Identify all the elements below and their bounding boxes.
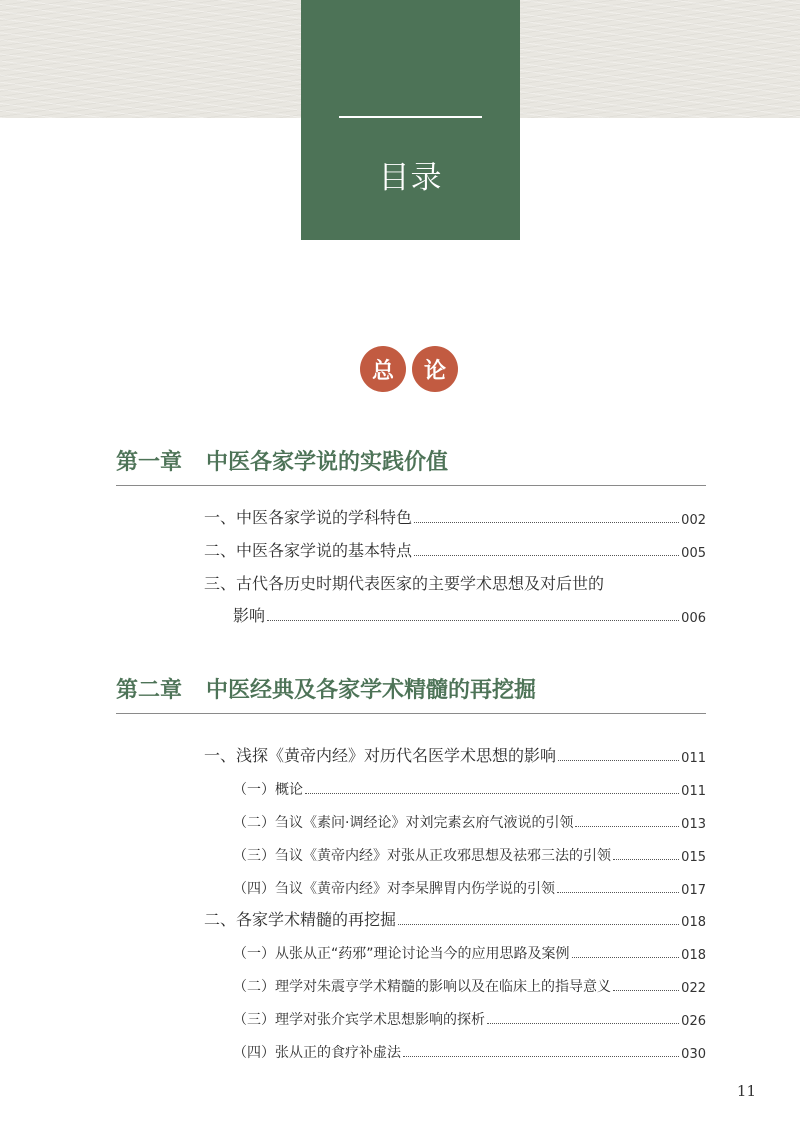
toc-entry-label: 三、古代各历史时期代表医家的主要学术思想及对后世的 [204, 574, 605, 593]
chapter-2 [116, 668, 706, 1062]
section-badge-1: 总 [360, 346, 406, 392]
chapter-1 [116, 440, 706, 626]
toc-entry[interactable] [233, 602, 706, 626]
chapter-heading [116, 668, 706, 714]
toc-entry-page: 015 [681, 850, 706, 865]
dot-leader [305, 793, 679, 794]
title-rule [339, 116, 482, 118]
dot-leader [414, 555, 679, 556]
toc-entry[interactable] [233, 972, 706, 996]
toc-entry-page: 018 [681, 948, 706, 963]
section-badge-2: 论 [412, 346, 458, 392]
dot-leader [267, 620, 679, 621]
toc-entry-label: （三）刍议《黄帝内经》对张从正攻邪思想及祛邪三法的引领 [233, 848, 611, 864]
dot-leader [398, 924, 679, 925]
page-title: 目录 [378, 160, 443, 196]
toc-entry-label: （二）刍议《素问·调经论》对刘完素玄府气液说的引领 [233, 815, 574, 831]
dot-leader [572, 957, 680, 958]
toc-entry-page: 002 [681, 513, 706, 528]
dot-leader [575, 826, 679, 827]
toc-entry[interactable] [233, 1005, 706, 1029]
toc-entry-label: 影响 [233, 606, 266, 625]
toc-entry[interactable] [204, 570, 706, 594]
toc-entry-page: 022 [681, 981, 706, 996]
toc-entry[interactable] [233, 808, 706, 832]
toc-entry-page: 013 [681, 817, 706, 832]
toc-entry[interactable] [204, 906, 706, 930]
toc-entry[interactable] [204, 504, 706, 528]
toc-entry-page: 017 [681, 883, 706, 898]
dot-leader [557, 892, 679, 893]
page-number: 11 [736, 1082, 756, 1100]
toc-entry-label: （一）概论 [233, 782, 303, 798]
toc-entry[interactable] [233, 775, 706, 799]
toc-entry-label: （二）理学对朱震亨学术精髓的影响以及在临床上的指导意义 [233, 979, 611, 995]
toc-entry[interactable] [233, 841, 706, 865]
toc-entry[interactable] [204, 537, 706, 561]
toc-entry[interactable] [233, 874, 706, 898]
toc-entry-label: 二、各家学术精髓的再挖掘 [204, 910, 397, 929]
toc-entry-label: （四）张从正的食疗补虚法 [233, 1045, 401, 1061]
toc-entry-label: 二、中医各家学说的基本特点 [204, 541, 413, 560]
chapter-heading [116, 440, 706, 486]
dot-leader [613, 859, 679, 860]
toc-entry-label: （三）理学对张介宾学术思想影响的探析 [233, 1012, 485, 1028]
toc-title-block [301, 0, 520, 240]
toc-entry-label: （一）从张从正“药邪”理论讨论当今的应用思路及案例 [233, 946, 570, 962]
toc-entry[interactable] [233, 1038, 706, 1062]
section-badges [360, 346, 460, 392]
toc-entry-label: （四）刍议《黄帝内经》对李杲脾胃内伤学说的引领 [233, 881, 555, 897]
toc-entry-label: 一、浅探《黄帝内经》对历代名医学术思想的影响 [204, 746, 557, 765]
chapter-title: 中医各家学说的实践价值 [206, 449, 449, 475]
dot-leader [613, 990, 679, 991]
toc-entry-page: 006 [681, 611, 706, 626]
toc-entry[interactable] [233, 939, 706, 963]
toc-entry-page: 011 [681, 784, 706, 799]
toc-entry-page: 005 [681, 546, 706, 561]
dot-leader [558, 760, 679, 761]
dot-leader [403, 1056, 679, 1057]
toc-entry-page: 011 [681, 751, 706, 766]
chapter-number: 第一章 [116, 449, 183, 475]
toc-entry-page: 018 [681, 915, 706, 930]
chapter-number: 第二章 [116, 677, 183, 703]
toc-entry-page: 030 [681, 1047, 706, 1062]
toc-entry[interactable] [204, 742, 706, 766]
toc-entry-page: 026 [681, 1014, 706, 1029]
chapter-title: 中医经典及各家学术精髓的再挖掘 [206, 677, 537, 703]
dot-leader [414, 522, 679, 523]
toc-entry-label: 一、中医各家学说的学科特色 [204, 508, 413, 527]
dot-leader [487, 1023, 679, 1024]
